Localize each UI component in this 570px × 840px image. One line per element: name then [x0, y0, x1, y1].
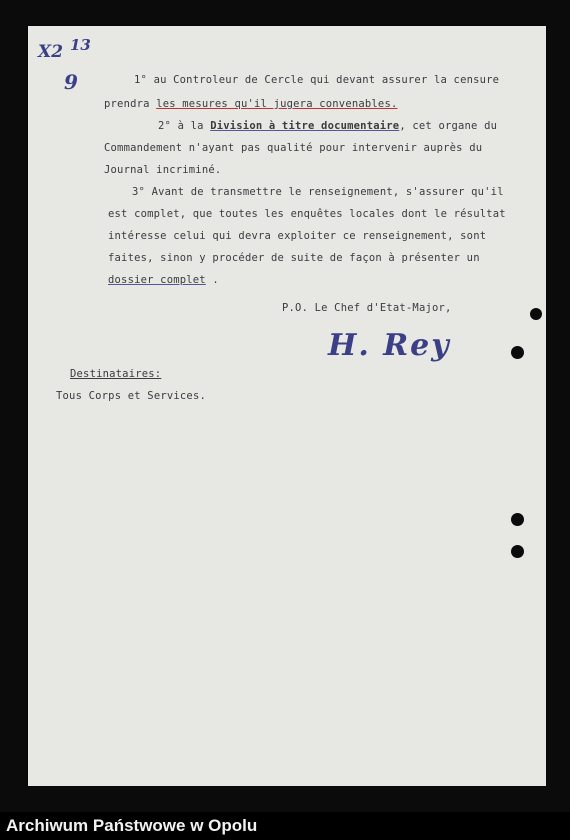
body-line-4: Commandement n'ayant pas qualité pour intervenir auprès du — [104, 142, 483, 154]
handwritten-reference: X2 — [38, 42, 64, 62]
body-line-2-start: prendra — [104, 98, 157, 110]
body-line-10-end: . — [205, 274, 219, 286]
body-line-7: est complet, que toutes les enquêtes locales dont le résultat — [108, 208, 506, 220]
body-line-9: faites, sinon y procéder de suite de façon à présenter un — [108, 252, 480, 264]
body-line-2-end: qu'il jugera convenables. — [227, 98, 398, 110]
body-line-10 — [108, 274, 219, 286]
handwritten-folio: 9 — [64, 70, 78, 94]
underlined-division: Division à titre documentaire — [210, 120, 400, 132]
body-line-3-start: 2° à la — [158, 120, 211, 132]
document-page — [28, 26, 546, 786]
body-line-1: 1° au Controleur de Cercle qui devant assurer la censure — [134, 74, 500, 86]
body-line-6: 3° Avant de transmettre le renseignement, s'assurer qu'il — [132, 186, 504, 198]
underlined-measures: les mesures — [156, 98, 228, 110]
recipients-heading: Destinataires: — [70, 368, 162, 380]
body-line-3-end: , cet organe du — [399, 120, 498, 132]
handwritten-signature: H. Rey — [328, 328, 451, 363]
body-line-2 — [104, 98, 398, 110]
recipients-value: Tous Corps et Services. — [56, 390, 206, 402]
punch-hole-2 — [511, 513, 524, 526]
punch-hole-top — [530, 308, 542, 320]
punch-hole-1 — [511, 346, 524, 359]
archive-footer — [0, 812, 570, 840]
body-line-5: Journal incriminé. — [104, 164, 222, 176]
body-line-3 — [158, 120, 497, 132]
signature-title: P.O. Le Chef d'Etat-Major, — [282, 302, 452, 314]
underlined-dossier: dossier complet — [108, 274, 206, 286]
punch-hole-3 — [511, 545, 524, 558]
handwritten-number: 13 — [70, 36, 91, 54]
archive-name: Archiwum Państwowe w Opolu — [6, 816, 258, 835]
body-line-8: intéresse celui qui devra exploiter ce renseignement, sont — [108, 230, 487, 242]
